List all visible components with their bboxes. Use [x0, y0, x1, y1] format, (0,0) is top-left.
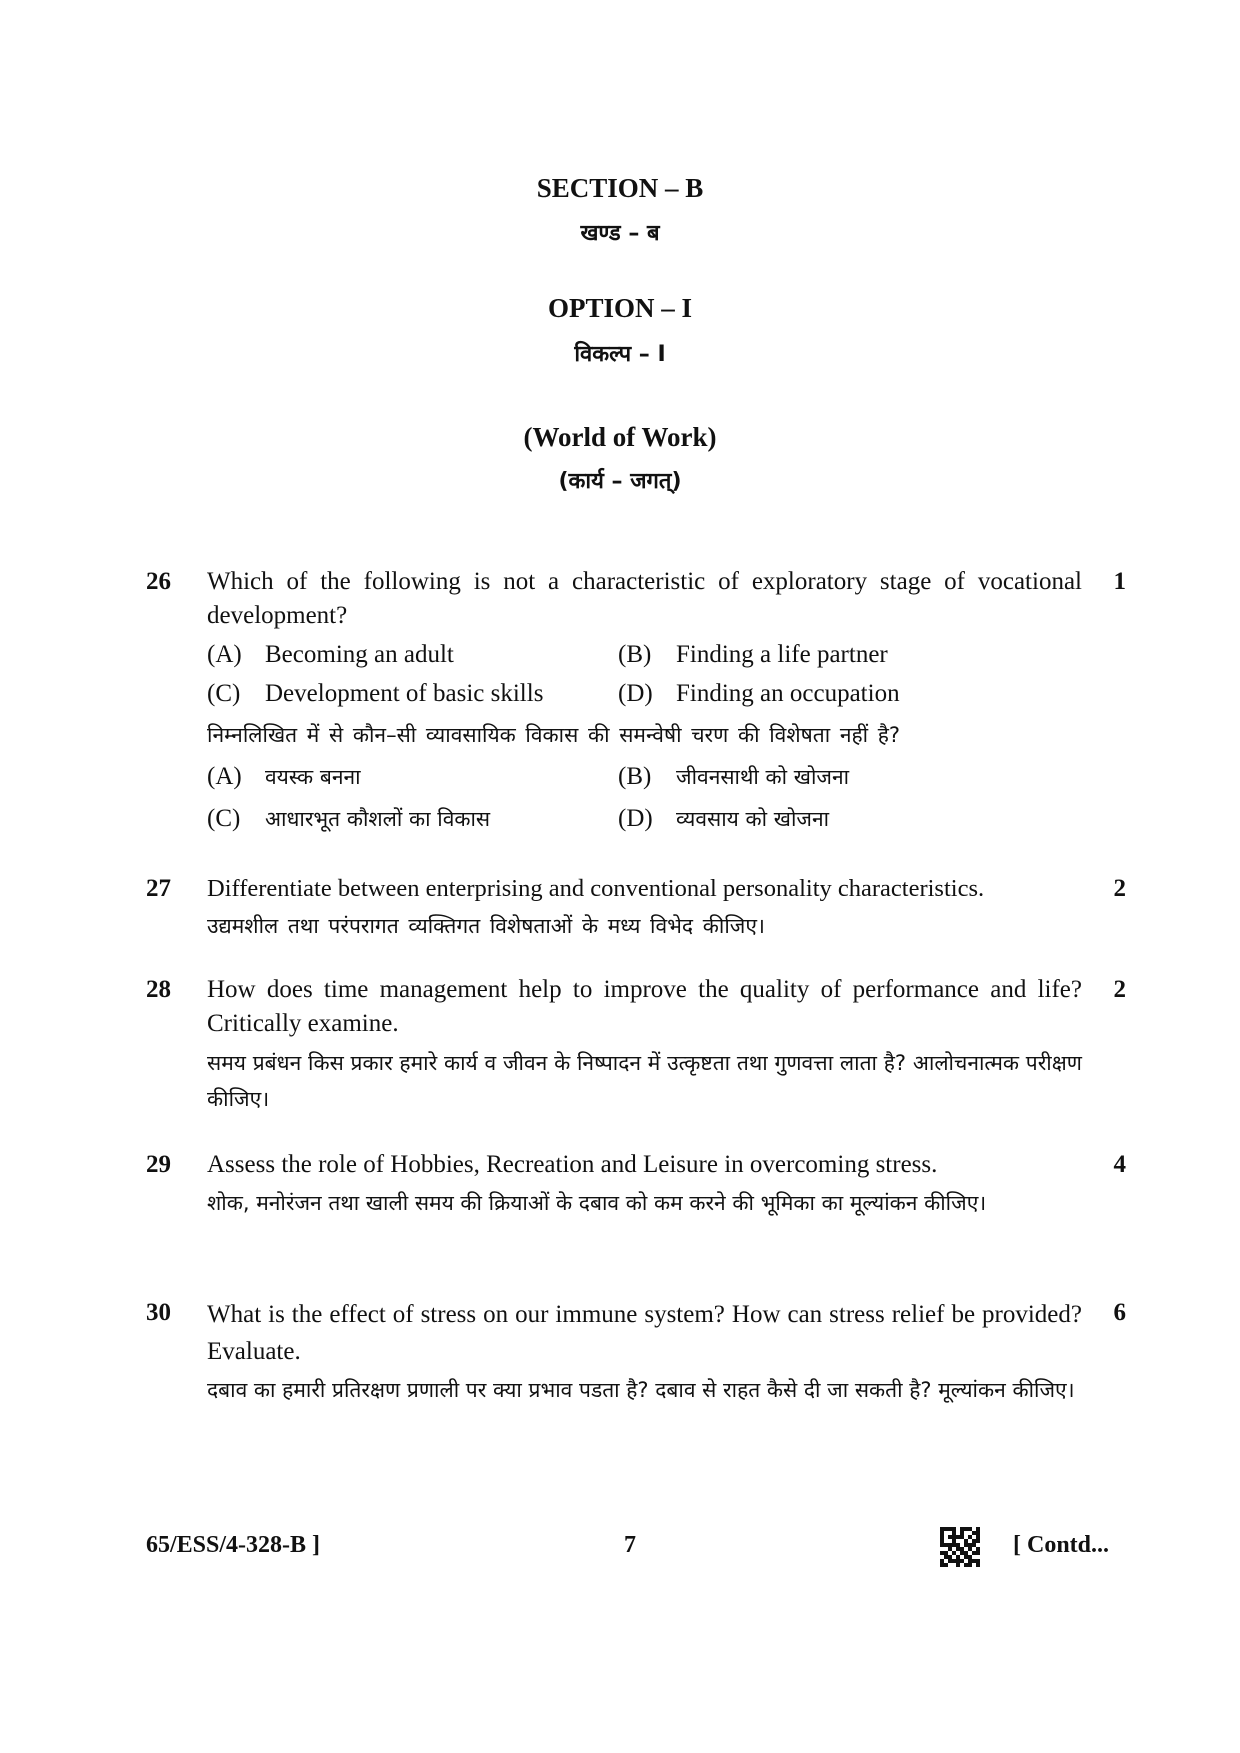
question-number: 28 [146, 976, 171, 1003]
question-text-en: Differentiate between enterprising and conventional personality characteristics. [207, 875, 985, 902]
section-title-en: SECTION – B [536, 173, 704, 203]
question-marks: 2 [1113, 976, 1126, 1003]
question-text-en: Assess the role of Hobbies, Recreation and Leisure in overcoming stress. [207, 1151, 938, 1178]
question-text-hi: शोक, मनोरंजन तथा खाली समय की क्रियाओं के दबाव को कम करने की भूमिका का मूल्यांकन कीजिए। [207, 1191, 987, 1215]
option-a-en [207, 638, 454, 672]
section-title-hi: खण्ड – ब [580, 221, 660, 246]
question-number: 29 [146, 1151, 171, 1178]
option-title-hi: विकल्प – I [574, 342, 666, 367]
topic-title-hi: (कार्य – जगत्) [558, 469, 682, 494]
option-label: (C) [207, 805, 241, 832]
question-number: 30 [146, 1299, 171, 1326]
question-marks: 4 [1113, 1151, 1126, 1178]
option-label: (D) [618, 805, 653, 832]
option-c-en [207, 677, 543, 711]
option-text: वयस्क बनना [265, 765, 361, 789]
option-label: (D) [618, 680, 653, 707]
continued-label: [ Contd... [1013, 1532, 1110, 1558]
question-text-hi: उद्यमशील तथा परंपरागत व्यक्तिगत विशेषताओं के मध्य विभेद कीजिए। [207, 914, 765, 938]
option-text: Finding an occupation [676, 680, 900, 707]
paper-code: 65/ESS/4-328-B ] [146, 1532, 321, 1558]
option-text: व्यवसाय को खोजना [676, 807, 830, 831]
question-number: 27 [146, 875, 171, 902]
option-label: (A) [207, 763, 242, 790]
question-marks: 1 [1113, 568, 1126, 595]
question-text-en: Which of the following is not a characteristic of exploratory stage of vocational development? [207, 568, 1082, 629]
option-text: जीवनसाथी को खोजना [676, 765, 850, 789]
question-marks: 6 [1113, 1299, 1126, 1326]
qr-code-icon [940, 1527, 980, 1567]
option-text: Becoming an adult [265, 641, 454, 668]
option-title-en: OPTION – I [547, 293, 693, 323]
option-label: (B) [618, 763, 652, 790]
option-c-hi [207, 802, 490, 836]
option-label: (C) [207, 680, 241, 707]
option-d-en [618, 677, 900, 711]
question-number: 26 [146, 568, 171, 595]
option-text: आधारभूत कौशलों का विकास [265, 807, 491, 831]
question-text-hi: समय प्रबंधन किस प्रकार हमारे कार्य व जीवन के निष्पादन में उत्कृष्टता तथा गुणवत्ता लाता है? आलोचनात्मक परीक्षण कीजिए। [207, 1051, 1082, 1111]
option-a-hi [207, 760, 361, 794]
question-text-hi: निम्नलिखित में से कौन–सी व्यावसायिक विकास की समन्वेषी चरण की विशेषता नहीं है? [207, 723, 901, 747]
option-label: (A) [207, 641, 242, 668]
option-text: Finding a life partner [676, 641, 888, 668]
question-text-hi: दबाव का हमारी प्रतिरक्षण प्रणाली पर क्या प्रभाव पडता है? दबाव से राहत कैसे दी जा सकती है? मूल्यांकन कीजिए। [207, 1378, 1075, 1402]
question-text-en: What is the effect of stress on our immune system? How can stress relief be provided? Evaluate. [207, 1301, 1082, 1365]
page-number: 7 [624, 1532, 636, 1558]
question-marks: 2 [1113, 875, 1126, 902]
option-label: (B) [618, 641, 652, 668]
topic-title-en: (World of Work) [523, 422, 717, 452]
option-text: Development of basic skills [265, 680, 544, 707]
option-d-hi [618, 802, 829, 836]
question-text-en: How does time management help to improve the quality of performance and life? Critically examine. [207, 976, 1082, 1037]
option-b-en [618, 638, 888, 672]
option-b-hi [618, 760, 849, 794]
